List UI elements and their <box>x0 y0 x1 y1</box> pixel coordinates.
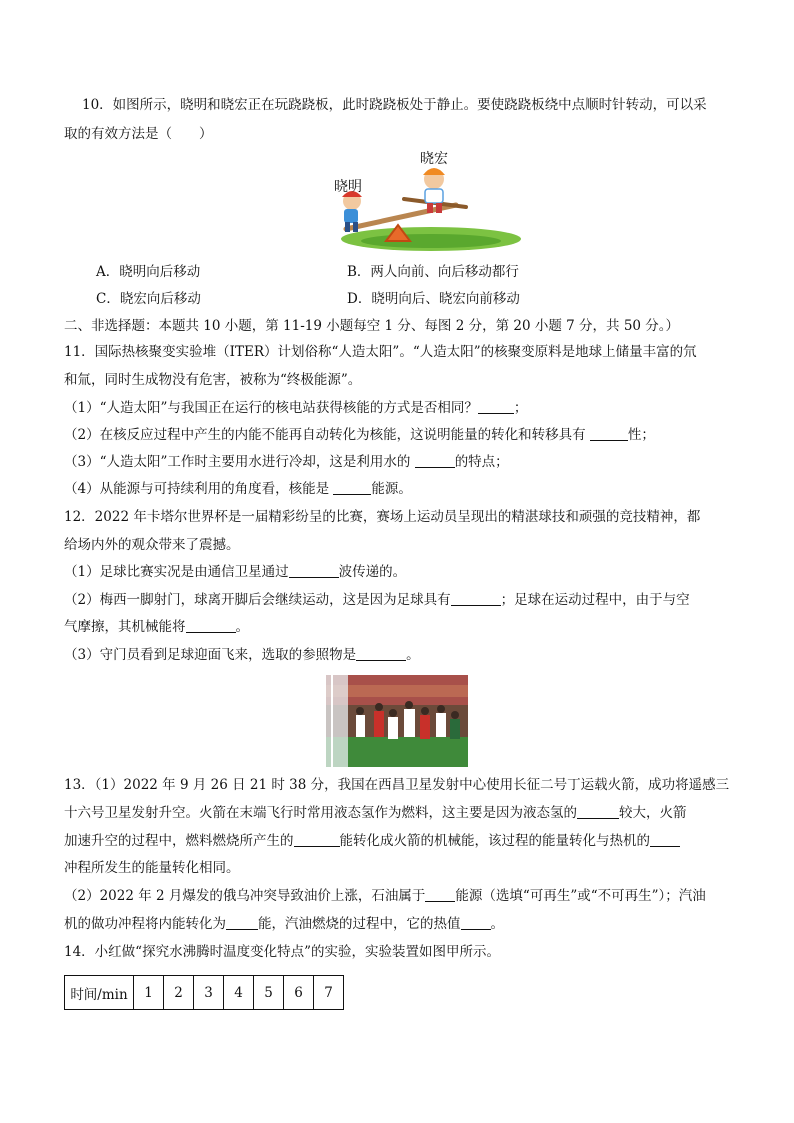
q11-blank4[interactable] <box>333 480 371 495</box>
section2-heading: 二、非选择题：本题共 10 小题，第 11-19 小题每空 1 分、每图 2 分，第 20 小题 7 分，共 50 分。） <box>64 318 680 334</box>
q12-blank1[interactable] <box>289 563 339 578</box>
q10-line1: 10．如图所示，晓明和晓宏正在玩跷跷板，此时跷跷板处于静止。要使跷跷板绕中点顺时针转动，可以采 <box>82 97 707 113</box>
q13-line5 <box>64 886 706 906</box>
q11-blank2[interactable] <box>590 426 628 441</box>
q12-sub3-text: （3）守门员看到足球迎面飞来，选取的参照物是 <box>64 647 357 663</box>
q12-sub1-text: （1）足球比赛实况是由通信卫星通过 <box>64 564 289 580</box>
q12-sub1-end: 波传递的。 <box>338 564 407 580</box>
label-xiaohong: 晓宏 <box>420 151 448 167</box>
football-photo <box>326 675 468 767</box>
q13-line2-end: 较大，火箭 <box>619 805 687 821</box>
q10-option-d: D．晓明向后、晓宏向前移动 <box>347 291 520 307</box>
table-row <box>65 976 344 1010</box>
seesaw-figure <box>326 147 536 257</box>
q12-sub2-end: 。 <box>235 619 249 635</box>
q11-blank1[interactable] <box>478 399 514 414</box>
q11-sub3 <box>64 452 509 472</box>
q12-blank2[interactable] <box>451 591 501 606</box>
q10-option-c: C．晓宏向后移动 <box>96 291 201 307</box>
q13-line3 <box>64 831 680 851</box>
q13-line2 <box>64 803 687 823</box>
table-cell: 3 <box>194 976 224 1010</box>
q13-blank3[interactable] <box>650 832 680 847</box>
q12-sub2-cont <box>64 617 249 637</box>
q12-sub1 <box>64 562 406 582</box>
q12-sub3 <box>64 645 420 665</box>
q14-line1: 14．小红做“探究水沸腾时温度变化特点”的实验，实验装置如图甲所示。 <box>64 944 500 960</box>
q11-sub2 <box>64 425 655 445</box>
q11-sub4 <box>64 479 412 499</box>
q12-sub2 <box>64 590 690 610</box>
q13-blank5[interactable] <box>226 915 258 930</box>
q10-option-a: A．晓明向后移动 <box>96 264 201 280</box>
q13-line3-mid: 能转化成火箭的机械能，该过程的能量转化与热机的 <box>339 833 650 849</box>
q11-sub4-text: （4）从能源与可持续利用的角度看，核能是 <box>64 481 334 497</box>
table-cell: 1 <box>134 976 164 1010</box>
table-cell: 7 <box>314 976 344 1010</box>
q11-line2: 和氚，同时生成物没有危害，被称为“终极能源”。 <box>64 372 362 388</box>
q13-line6-text: 机的做功冲程将内能转化为 <box>64 916 226 932</box>
q13-line3-text: 加速升空的过程中，燃料燃烧所产生的 <box>64 833 294 849</box>
q11-sub1-text: （1）“人造太阳”与我国正在运行的核电站获得核能的方式是否相同？ <box>64 400 478 416</box>
q11-sub1 <box>64 398 527 418</box>
table-header-cell: 时间/min <box>65 976 134 1010</box>
q13-blank6[interactable] <box>461 915 491 930</box>
q13-blank1[interactable] <box>577 804 619 819</box>
table-cell: 2 <box>164 976 194 1010</box>
q13-line5-text: （2）2022 年 2 月爆发的俄乌冲突导致油价上涨，石油属于 <box>64 888 426 904</box>
label-xiaoming: 晓明 <box>334 179 362 195</box>
q13-line6 <box>64 914 504 934</box>
q12-blank3[interactable] <box>186 618 236 633</box>
q11-sub3-text: （3）“人造太阳”工作时主要用水进行冷却，这是利用水的 <box>64 454 415 470</box>
table-cell: 4 <box>224 976 254 1010</box>
q11-sub2-text: （2）在核反应过程中产生的内能不能再自动转化为核能，这说明能量的转化和转移具有 <box>64 427 590 443</box>
q13-blank2[interactable] <box>294 832 340 847</box>
q12-blank4[interactable] <box>356 646 406 661</box>
q12-sub3-end: 。 <box>406 647 420 663</box>
q13-line5-end: 能源（选填“可再生”或“不可再生”）；汽油 <box>455 888 706 904</box>
q11-sub4-end: 能源。 <box>371 481 412 497</box>
table-cell: 5 <box>254 976 284 1010</box>
q13-line6-mid: 能，汽油燃烧的过程中，它的热值 <box>258 916 461 932</box>
q11-sub2-end: 性； <box>627 427 655 443</box>
q13-blank4[interactable] <box>425 887 455 902</box>
football-photo-illustration <box>326 675 468 767</box>
q12-line1: 12．2022 年卡塔尔世界杯是一届精彩纷呈的比赛，赛场上运动员呈现出的精湛球技和顽强的竞技精神，都 <box>64 509 701 525</box>
q10-option-b: B．两人向前、向后移动都行 <box>347 264 519 280</box>
q12-sub2-text: （2）梅西一脚射门，球离开脚后会继续运动，这是因为足球具有 <box>64 592 451 608</box>
q12-line2: 给场内外的观众带来了震撼。 <box>64 537 240 553</box>
q11-sub3-end: 的特点； <box>454 454 509 470</box>
q11-sub1-end: ； <box>513 400 528 416</box>
q11-line1: 11．国际热核聚变实验堆（ITER）计划俗称“人造太阳”。“人造太阳”的核聚变原料是地球上储量丰富的氘 <box>64 344 697 360</box>
q13-line1: 13．（1）2022 年 9 月 26 日 21 时 38 分，我国在西昌卫星发射中心使用长征二号丁运载火箭，成功将遥感三 <box>64 777 730 793</box>
q13-line6-end: 。 <box>490 916 504 932</box>
q13-line2-text: 十六号卫星发射升空。火箭在末端飞行时常用液态氢作为燃料，这主要是因为液态氢的 <box>64 805 577 821</box>
q11-blank3[interactable] <box>415 453 455 468</box>
q12-sub2-cont-text: 气摩擦，其机械能将 <box>64 619 186 635</box>
table-cell: 6 <box>284 976 314 1010</box>
q13-line4: 冲程所发生的能量转化相同。 <box>64 860 240 876</box>
q14-data-table <box>64 975 344 1010</box>
q12-sub2-mid: ；足球在运动过程中，由于与空 <box>500 592 690 608</box>
q10-line2: 取的有效方法是（ ） <box>64 126 213 142</box>
